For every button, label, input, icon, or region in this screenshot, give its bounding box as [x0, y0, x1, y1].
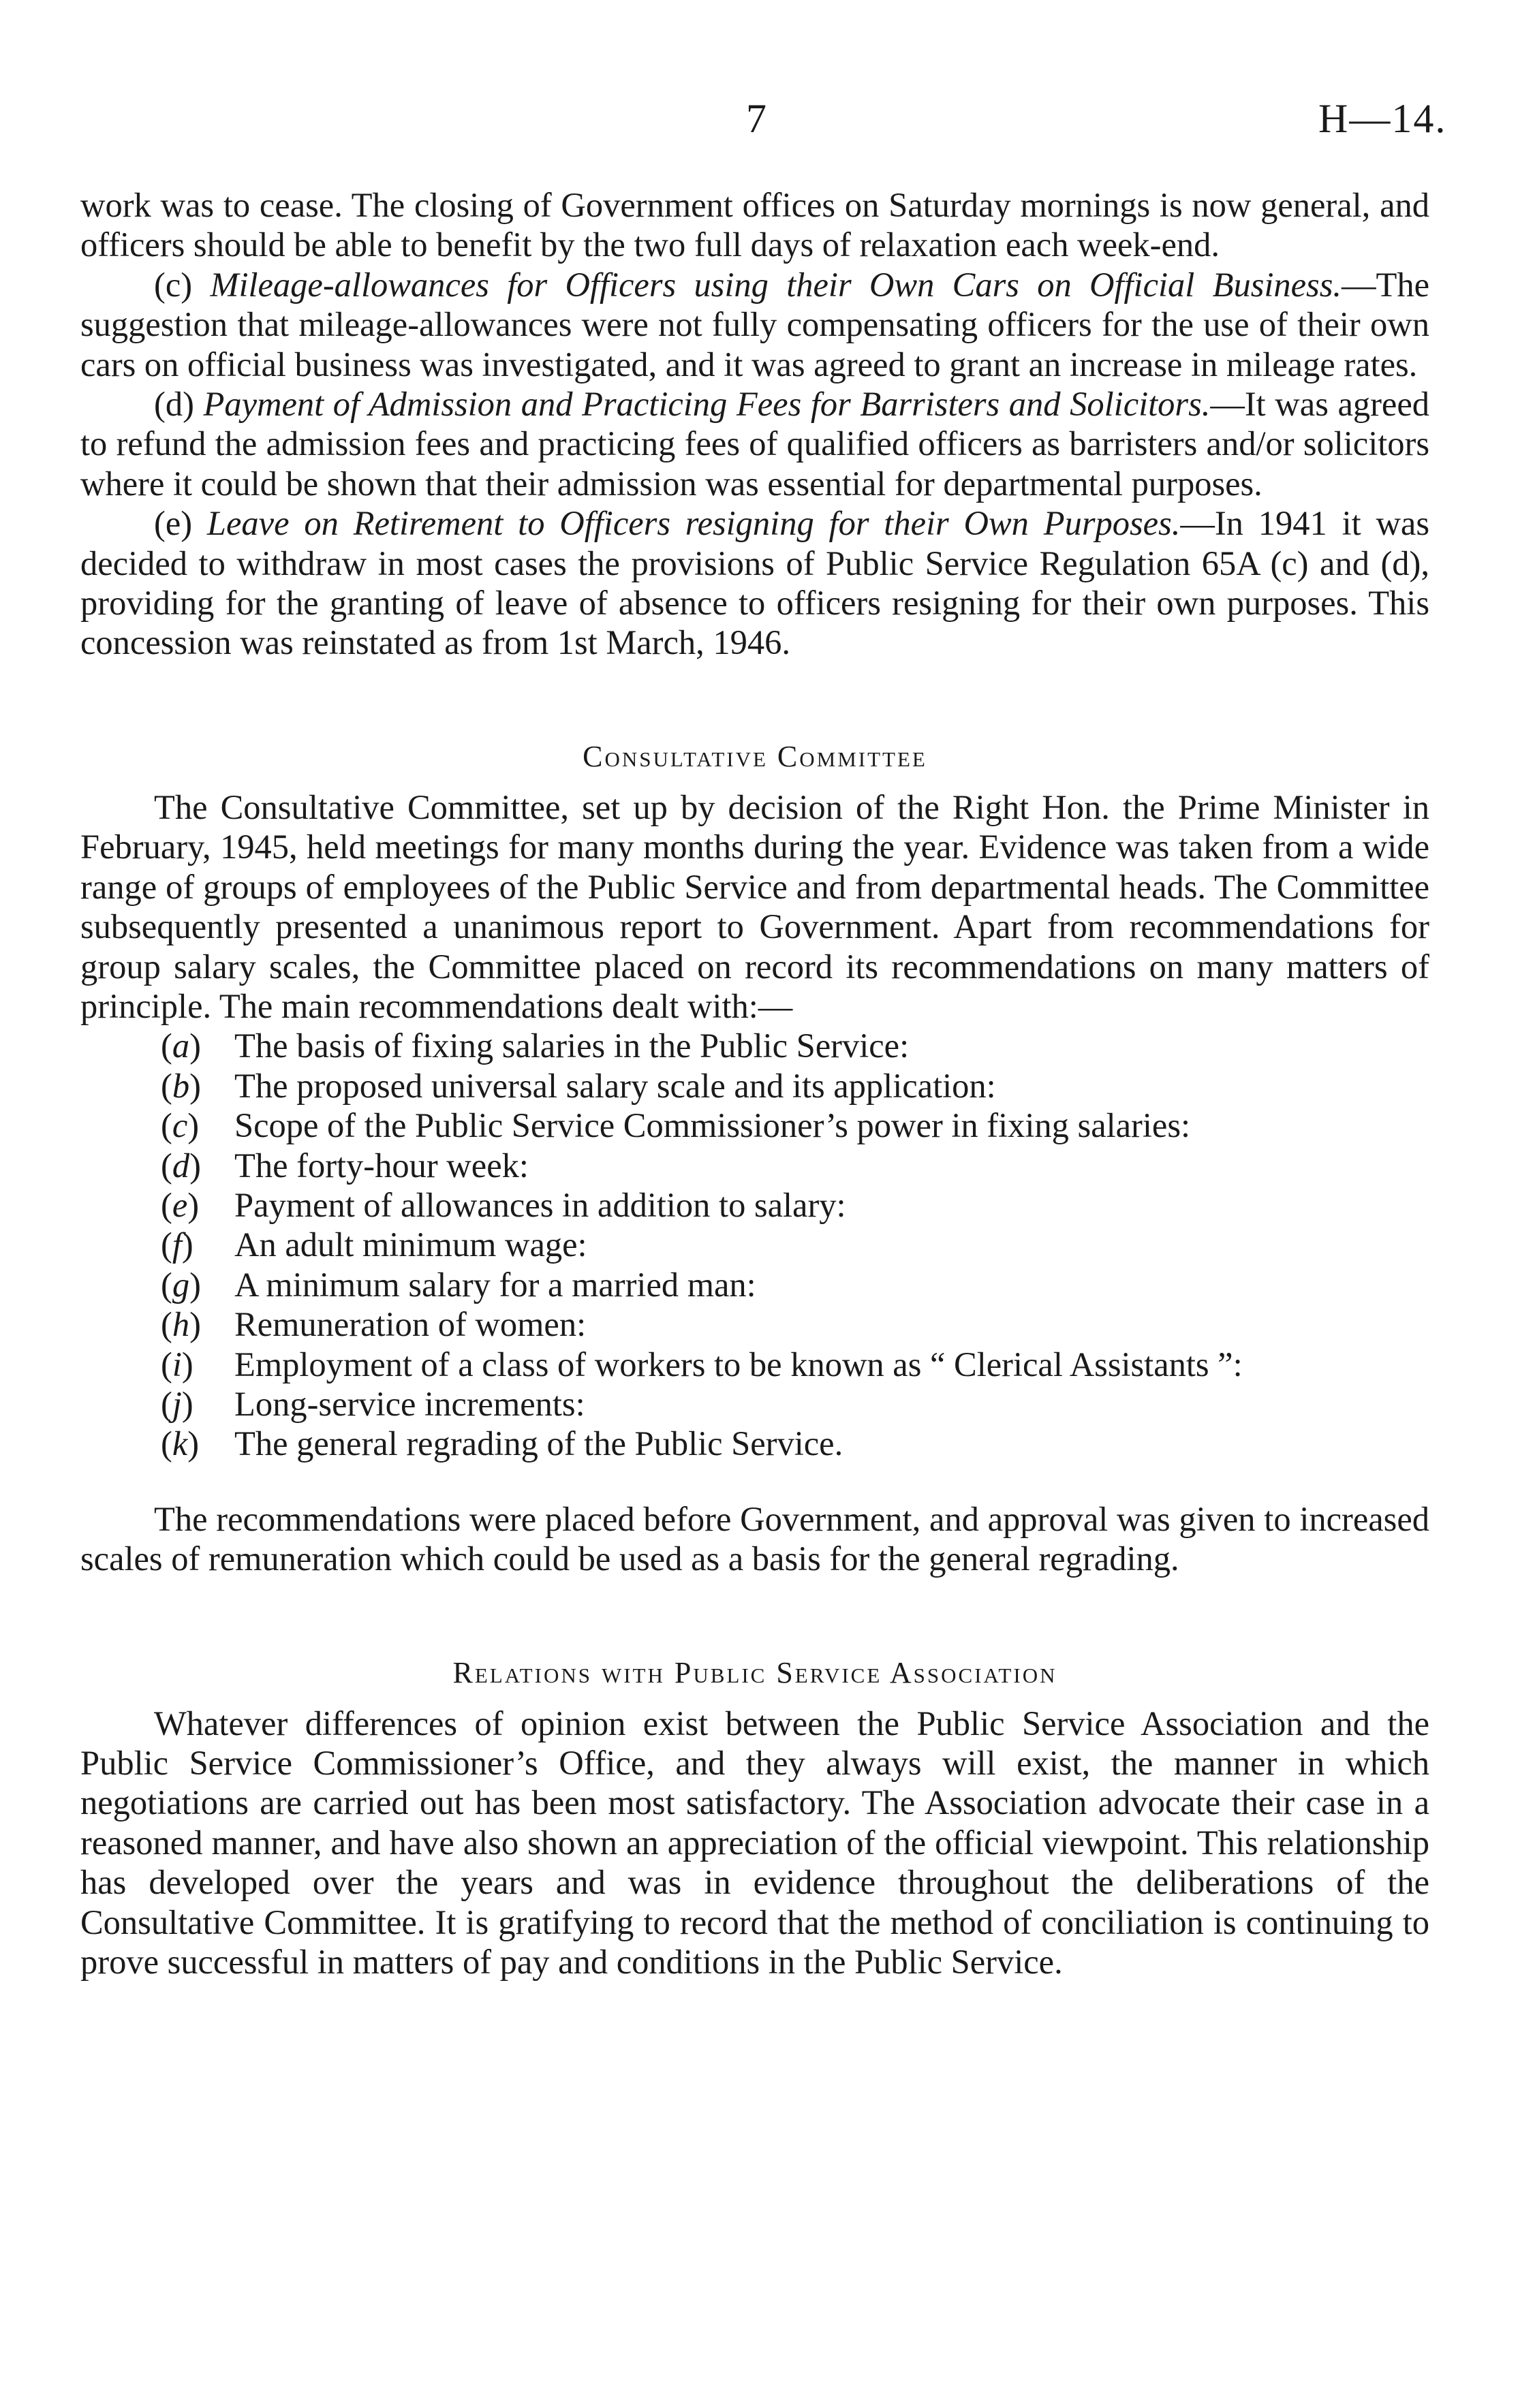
list-item: (k) The general regrading of the Public Service. [161, 1424, 843, 1463]
relations-paragraph: Whatever differences of opinion exist between the Public Service Association and the Public Service Commissioner’s Office, and they always will exist, the manner in which negotiations are carried out has been most satisfactory. The Association advocate their case in a reasoned manner, and have also shown an appreciation of the official viewpoint. This relationship has developed over the years and was in evidence throughout the deliberations of the Consultative Committee. It is gratifying to record that the method of conciliation is continuing to prove successful in matters of pay and conditions in the Public Service. [80, 1704, 1429, 1982]
subsection-label: (e) [154, 504, 193, 543]
subsection-e [80, 503, 1429, 663]
subsection-label: (c) [154, 265, 193, 304]
list-item: (g) A minimum salary for a married man: [161, 1265, 756, 1304]
page-header [0, 95, 1518, 150]
subsection-text: —The suggestion that mileage-allowances were not fully compensating officers for the use of their own cars on official business was investigated, and it was agreed to grant an increase in mileage rates. [80, 265, 1430, 384]
subsection-text: —In 1941 it was decided to withdraw in most cases the provisions of Public Service Regulation 65A (c) and (d), providing for the granting of leave of absence to officers resigning for their own purposes. This concession was reinstated as from 1st March, 1946. [80, 504, 1430, 662]
list-item: (h) Remuneration of women: [161, 1305, 587, 1344]
document-reference: H—14. [1318, 96, 1447, 141]
list-item: (e) Payment of allowances in addition to salary: [161, 1185, 846, 1224]
page-number: 7 [746, 96, 766, 141]
page-body [80, 185, 1429, 1982]
section-heading-consultative-committee: Consultative Committee [583, 739, 927, 773]
list-item: (a) The basis of fixing salaries in the Public Service: [161, 1027, 910, 1065]
list-item: (f) An adult minimum wage: [161, 1225, 587, 1264]
list-item: (d) The forty-hour week: [161, 1146, 529, 1185]
intro-paragraph: work was to cease. The closing of Government offices on Saturday mornings is now general, and officers should be able to benefit by the two full days of relaxation each week-end. [80, 186, 1429, 264]
subsection-title: Leave on Retirement to Officers resigning for their Own Purposes. [206, 504, 1181, 543]
list-item: (c) Scope of the Public Service Commissioner’s power in fixing salaries: [161, 1106, 1191, 1145]
section-heading-relations: Relations with Public Service Association [452, 1655, 1057, 1689]
consultative-closing-paragraph: The recommendations were placed before Government, and approval was given to increased scales of remuneration which could be used as a basis for the general regrading. [80, 1499, 1429, 1578]
list-item: (j) Long-service increments: [161, 1384, 585, 1423]
subsection-label: (d) [154, 385, 194, 424]
list-item: (b) The proposed universal salary scale and its application: [161, 1066, 996, 1105]
subsection-title: Mileage-allowances for Officers using their Own Cars on Official Business. [210, 265, 1342, 304]
list-item: (i) Employment of a class of workers to be known as “ Clerical Assistants ”: [161, 1345, 1243, 1383]
subsection-text: —It was agreed to refund the admission fees and practicing fees of qualified officers as barristers and/or solicitors where it could be shown that their admission was essential for departmental purposes. [80, 385, 1430, 503]
subsection-d [80, 384, 1429, 503]
consultative-paragraph: The Consultative Committee, set up by decision of the Right Hon. the Prime Minister in February, 1945, held meetings for many months during the year. Evidence was taken from a wide range of groups of employees of the Public Service and from departmental heads. The Committee subsequently presented a unanimous report to Government. Apart from recommendations for group salary scales, the Committee placed on record its recommendations on many matters of principle. The main recommendations dealt with:— [80, 787, 1429, 1025]
subsection-c [80, 265, 1429, 384]
recommendations-list [80, 1026, 1429, 1463]
subsection-title: Payment of Admission and Practicing Fees for Barristers and Solicitors. [203, 385, 1211, 424]
